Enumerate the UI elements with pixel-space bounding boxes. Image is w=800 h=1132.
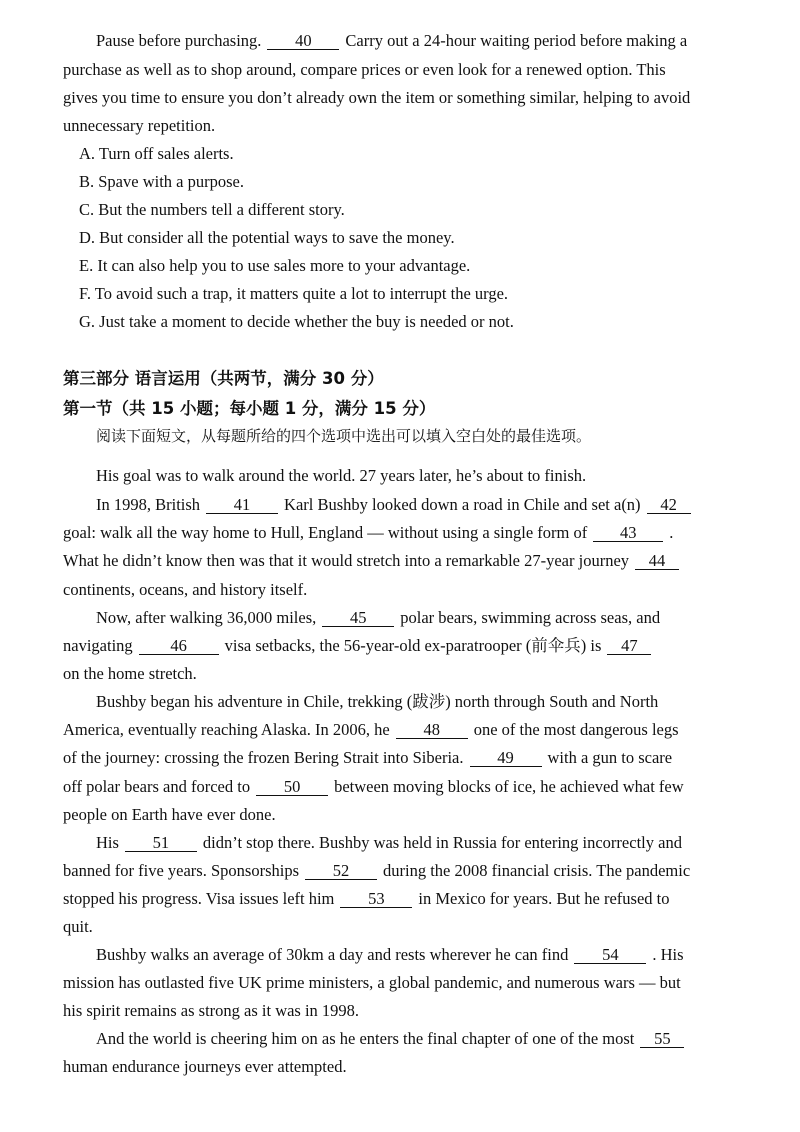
passage2-text: goal: walk all the way home to Hull, England — without using a single form of [63,523,588,542]
passage2-text: polar bears, swimming across seas, and [400,608,661,627]
blank-53: 53 [340,891,412,908]
blank-50: 50 [256,779,328,796]
passage2-text: stopped his progress. Visa issues left him [63,889,335,908]
option-d: D. But consider all the potential ways to save the money. [79,228,455,247]
passage2-line5 [63,580,307,600]
passage2-line18 [96,945,684,965]
passage2-line4 [63,551,685,571]
blank-41: 41 [206,497,278,514]
passage2-text: banned for five years. Sponsorships [63,861,299,880]
passage2-text: people on Earth have ever done. [63,805,276,824]
passage2-text: mission has outlasted five UK prime ministers, a global pandemic, and numerous wars — but [63,973,681,992]
option-b: B. Spave with a purpose. [79,172,244,191]
blank-40: 40 [267,33,339,50]
passage1-text: gives you time to ensure you don’t already own the item or something similar, helping to avoid [63,88,691,107]
blank-52: 52 [305,863,377,880]
passage2-text: And the world is cheering him on as he enters the final chapter of one of the most [96,1029,635,1048]
passage2-text: with a gun to scare [547,748,673,767]
passage2-text: visa setbacks, the 56-year-old ex-paratrooper (前伞兵) is [224,636,602,655]
option-a: A. Turn off sales alerts. [79,144,234,163]
blank-43: 43 [593,525,663,542]
passage1-line2 [63,60,666,80]
passage1-text: Pause before purchasing. [96,31,262,50]
passage2-text: Bushby walks an average of 30km a day and rests wherever he can find [96,945,569,964]
passage2-line15 [63,861,690,881]
passage2-line14 [96,833,682,853]
passage2-text: His [96,833,119,852]
passage2-line17 [63,917,93,937]
passage2-line11 [63,748,672,768]
blank-46: 46 [139,638,219,655]
passage2-text: . [669,523,674,542]
passage1-line3 [63,88,690,108]
blank-51: 51 [125,835,197,852]
blank-49: 49 [470,750,542,767]
passage2-line10 [63,720,679,740]
option-g: G. Just take a moment to decide whether the buy is needed or not. [79,312,514,331]
passage2-line8 [63,664,197,684]
passage2-text: one of the most dangerous legs [473,720,679,739]
passage2-line2 [96,495,697,515]
option-f: F. To avoid such a trap, it matters quite a lot to interrupt the urge. [79,284,509,303]
passage2-text: . His [652,945,684,964]
passage2-text: human endurance journeys ever attempted. [63,1057,347,1076]
section-instruction: 阅读下面短文，从每题所给的四个选项中选出可以填入空白处的最佳选项。 [96,427,592,445]
passage2-text: of the journey: crossing the frozen Bering Strait into Siberia. [63,748,464,767]
passage2-line12 [63,777,684,797]
passage2-line6 [96,608,660,628]
passage2-text: during the 2008 financial crisis. The pandemic [383,861,691,880]
passage2-text: In 1998, British [96,495,201,514]
passage1-text: unnecessary repetition. [63,116,216,135]
passage1-text: Carry out a 24-hour waiting period before making a [345,31,688,50]
passage2-line1 [96,466,586,486]
passage2-text: didn’t stop there. Bushby was held in Russia for entering incorrectly and [202,833,682,852]
passage2-text: his spirit remains as strong as it was in 1998. [63,1001,360,1020]
passage2-text: Bushby began his adventure in Chile, trekking (跋涉) north through South and North [96,692,659,711]
passage2-text: between moving blocks of ice, he achieved what few [334,777,684,796]
blank-55: 55 [640,1031,684,1048]
passage2-text: quit. [63,917,93,936]
blank-48: 48 [396,722,468,739]
passage2-line9 [96,692,658,712]
passage2-line22 [63,1057,347,1077]
passage2-line7 [63,636,657,656]
passage2-line19 [63,973,681,993]
passage2-text: on the home stretch. [63,664,197,683]
passage2-text: America, eventually reaching Alaska. In 2006, he [63,720,390,739]
passage2-text: Karl Bushby looked down a road in Chile and set a(n) [284,495,641,514]
passage2-text: Now, after walking 36,000 miles, [96,608,317,627]
passage2-line3 [63,523,673,543]
passage2-text: continents, oceans, and history itself. [63,580,308,599]
blank-54: 54 [574,947,646,964]
passage1-text: purchase as well as to shop around, compare prices or even look for a renewed option. This [63,60,666,79]
passage1-line4 [63,116,215,136]
part-title: 第三部分 语言运用（共两节，满分 30 分） [63,369,384,388]
blank-44: 44 [635,553,679,570]
blank-42: 42 [647,497,691,514]
blank-45: 45 [322,610,394,627]
passage2-line21 [96,1029,690,1049]
section-subtitle: 第一节（共 15 小题；每小题 1 分，满分 15 分） [63,399,436,418]
passage2-text: What he didn’t know then was that it would stretch into a remarkable 27-year journey [63,551,630,570]
blank-47: 47 [607,638,651,655]
passage2-line13 [63,805,276,825]
passage2-line16 [63,889,670,909]
passage1-line1 [96,31,687,51]
passage2-text: off polar bears and forced to [63,777,251,796]
option-c: C. But the numbers tell a different story. [79,200,345,219]
passage2-text: His goal was to walk around the world. 27 years later, he’s about to finish. [96,466,587,485]
passage2-line20 [63,1001,359,1021]
passage2-text: navigating [63,636,133,655]
passage2-text: in Mexico for years. But he refused to [418,889,670,908]
option-e: E. It can also help you to use sales more to your advantage. [79,256,471,275]
